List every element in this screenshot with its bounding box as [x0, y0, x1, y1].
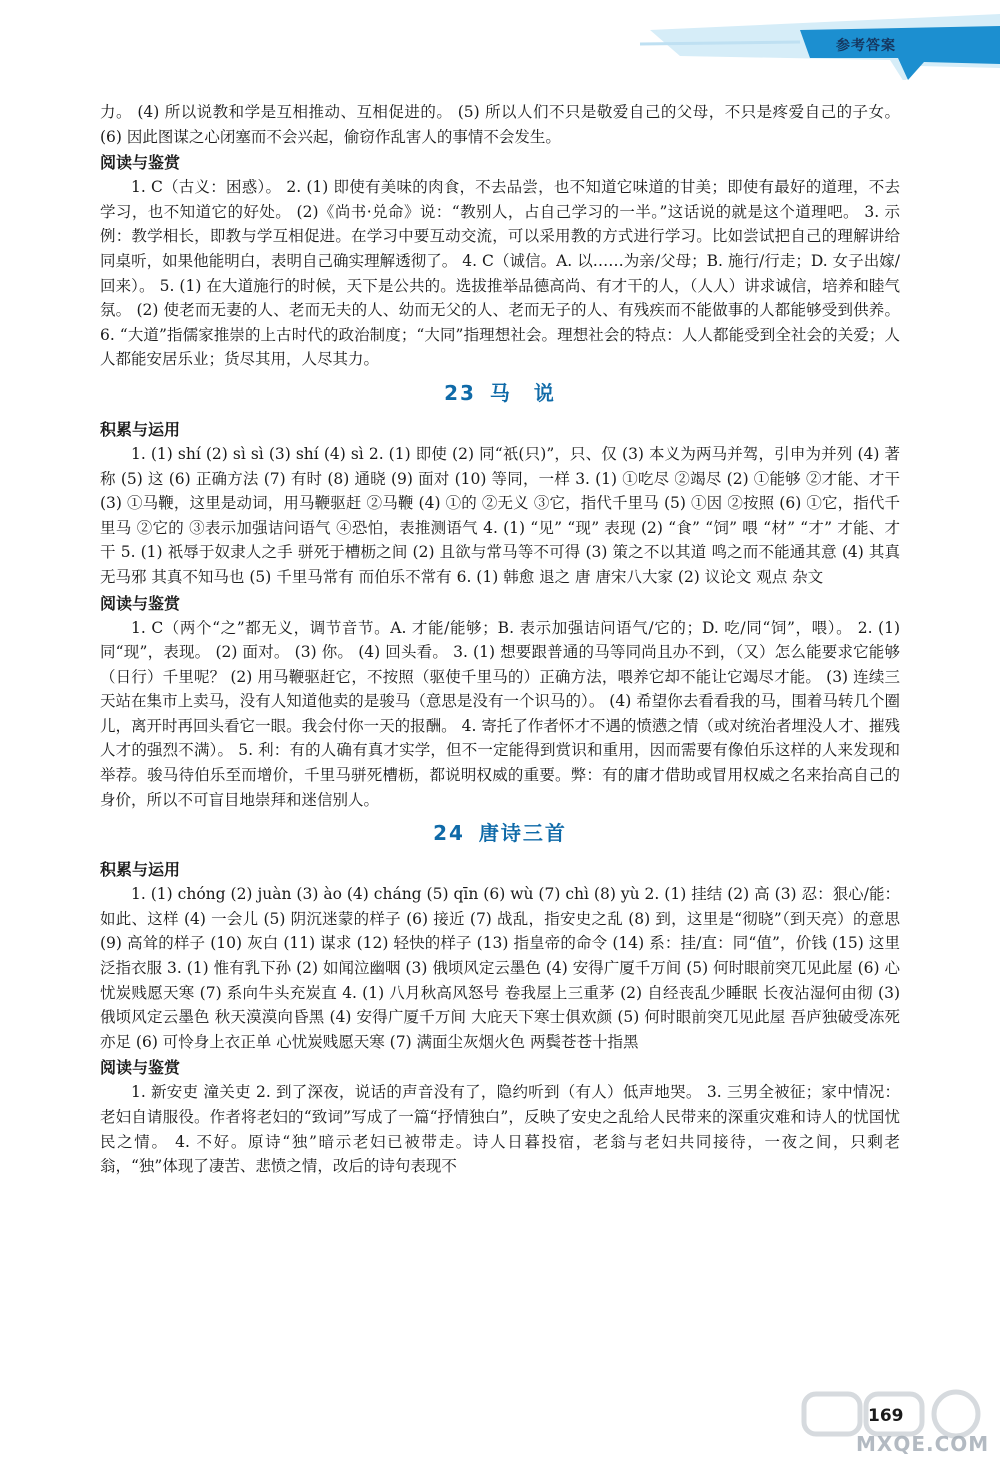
lesson-number: 23: [444, 380, 476, 405]
page-number: 169: [868, 1406, 904, 1426]
watermark-text: MXQE.COM: [856, 1432, 990, 1456]
reading-answers: 1. C（两个“之”都无义，调节音节。A. 才能/能够；B. 表示加强诘问语气/它的；D. 吃/同“饲”，喂）。 2. (1) 同“现”，表现。 (2) 面对。 (3) 你。 (4) 回头看。 3. (1) 想要跟普通的马等同尚且办不到，（又）怎么能要求它能够（日行）千里呢？ (2) 用马鞭驱赶它，不按照（驱使千里马的）正确方法，喂养它却不能让它竭尽才能。 (3) 连续三天站在集市上卖马，没有人知道他卖的是骏马（意思是没有一个识马的）。 (4) 希望你去看看我的马，围着马转几个圈儿，离开时再回头看它一眼。我会付你一天的报酬。 4. 寄托了作者怀才不遇的愤懑之情（或对统治者埋没人才、摧残人才的强烈不满）。 5. 利：有的人确有真才实学，但不一定能得到赏识和重用，因而需要有像伯乐这样的人来发现和举荐。骏马待伯乐至而增价，千里马骈死槽枥，都说明权威的重要。弊：有的庸才借助或冒用权威之名来抬高自己的身价，所以不可盲目地崇拜和迷信别人。: [100, 618, 900, 809]
reading-heading: 阅读与鉴赏: [100, 593, 181, 613]
watermark-shape: [934, 1392, 978, 1436]
header-banner: [0, 0, 1000, 80]
page-content: [100, 100, 900, 1179]
reading-heading: 阅读与鉴赏: [100, 1058, 181, 1078]
header-stripe: [640, 42, 800, 44]
lesson-name: 唐诗三首: [478, 821, 567, 846]
lesson-name: 马 说: [489, 380, 556, 405]
reading-answers: 1. C（古义：困惑）。 2. (1) 即使有美味的肉食，不去品尝，也不知道它味道的甘美；即使有最好的道理，不去学习，也不知道它的好处。 (2)《尚书·兑命》说：“教别人，占自己学习的一半。”这话说的就是这个道理吧。 3. 示例：教学相长，即教与学互相促进。在学习中要互动交流，可以采用教的方式进行学习。比如尝试把自己的理解讲给同桌听，如果他能明白，表明自己确实理解透彻了。 4. C（诚信。A. 以……为亲/父母；B. 施行/行走；D. 女子出嫁/回来）。 5. (1) 在大道施行的时候，天下是公共的。选拔推举品德高尚、有才干的人，（人人）讲求诚信，培养和睦气氛。 (2) 使老而无妻的人、老而无夫的人、幼而无父的人、老而无子的人、有残疾而不能做事的人都能够受到供养。 6. “大道”指儒家推崇的上古时代的政治制度；“大同”指理想社会。理想社会的特点：人人都能受到全社会的关爱；人人都能安居乐业；货尽其用，人尽其力。: [100, 178, 900, 369]
practice-answers: 1. (1) shí (2) sì sì (3) shí (4) sì 2. (1) 即使 (2) 同“祇(只)”，只、仅 (3) 本义为两马并驾，引申为并列 (4) 著称 (5) 这 (6) 正确方法 (7) 有时 (8) 通晓 (9) 面对 (10) 等同，一样 3. (1) ①吃尽 ②竭尽 (2) ①能够 ②才能、才干 (3) ①马鞭，这里是动词，用马鞭驱赶 ②马鞭 (4) ①的 ②无义 ③它，指代千里马 (5) ①因 ②按照 (6) ①它，指代千里马 ②它的 ③表示加强诘问语气 ④恐怕，表推测语气 4. (1) “见” “现” 表现 (2) “食” “饲” 喂 “材” “才” 才能、才干 5. (1) 祇辱于奴隶人之手 骈死于槽枥之间 (2) 且欲与常马等不可得 (3) 策之不以其道 鸣之而不能通其意 (4) 其真无马邪 其真不知马也 (5) 千里马常有 而伯乐不常有 6. (1) 韩愈 退之 唐 唐宋八大家 (2) 议论文 观点 杂文: [100, 444, 900, 586]
section-label: 参考答案: [836, 38, 896, 54]
practice-answers: 1. (1) chóng (2) juàn (3) ào (4) cháng (5) qīn (6) wù (7) chì (8) yù 2. (1) 挂结 (2) 高 (3) 忍：狠心/能：如此、这样 (4) 一会儿 (5) 阴沉迷蒙的样子 (6) 接近 (7) 战乱，指安史之乱 (8) 到，这里是“彻晓”（到天亮）的意思 (9) 高耸的样子 (10) 灰白 (11) 谋求 (12) 轻快的样子 (13) 指皇帝的命令 (14) 系：挂/直：同“值”，价钱 (15) 这里泛指衣服 3. (1) 惟有乳下孙 (2) 如闻泣幽咽 (3) 俄顷风定云墨色 (4) 安得广厦千万间 (5) 何时眼前突兀见此屋 (6) 心忧炭贱愿天寒 (7) 系向牛头充炭直 4. (1) 八月秋高风怒号 卷我屋上三重茅 (2) 自经丧乱少睡眠 长夜沾湿何由彻 (3) 俄顷风定云墨色 秋天漠漠向昏黑 (4) 安得广厦千万间 大庇天下寒士俱欢颜 (5) 何时眼前突兀见此屋 吾庐独破受冻死亦足 (6) 可怜身上衣正单 心忧炭贱愿天寒 (7) 满面尘灰烟火色 两鬓苍苍十指黑: [100, 885, 900, 1051]
reading-heading: 阅读与鉴赏: [100, 153, 181, 173]
reading-answers: 1. 新安吏 潼关吏 2. 到了深夜，说话的声音没有了，隐约听到（有人）低声地哭。 3. 三男全被征；家中情况：老妇自请服役。作者将老妇的“致词”写成了一篇“抒情独白”，反映了安史之乱给人民带来的深重灾难和诗人的忧国忧民之情。 4. 不好。原诗“独”暗示老妇已被带走。诗人日暮投宿，老翁与老妇共同接待，一夜之间，只剩老翁，“独”体现了凄苦、悲愤之情，改后的诗句表现不: [100, 1083, 900, 1176]
practice-heading: 积累与运用: [100, 419, 181, 439]
lesson-24-title: [100, 816, 900, 850]
watermark-shape: [804, 1394, 860, 1434]
lesson-number: 24: [433, 821, 465, 846]
lesson-23-title: [100, 376, 900, 410]
intro-paragraph: 力。 (4) 所以说教和学是互相推动、互相促进的。 (5) 所以人们不只是敬爱自己的父母，不只是疼爱自己的子女。 (6) 因此图谋之心闭塞而不会兴起，偷窃作乱害人的事情不会发生。: [100, 103, 900, 146]
practice-heading: 积累与运用: [100, 860, 181, 880]
